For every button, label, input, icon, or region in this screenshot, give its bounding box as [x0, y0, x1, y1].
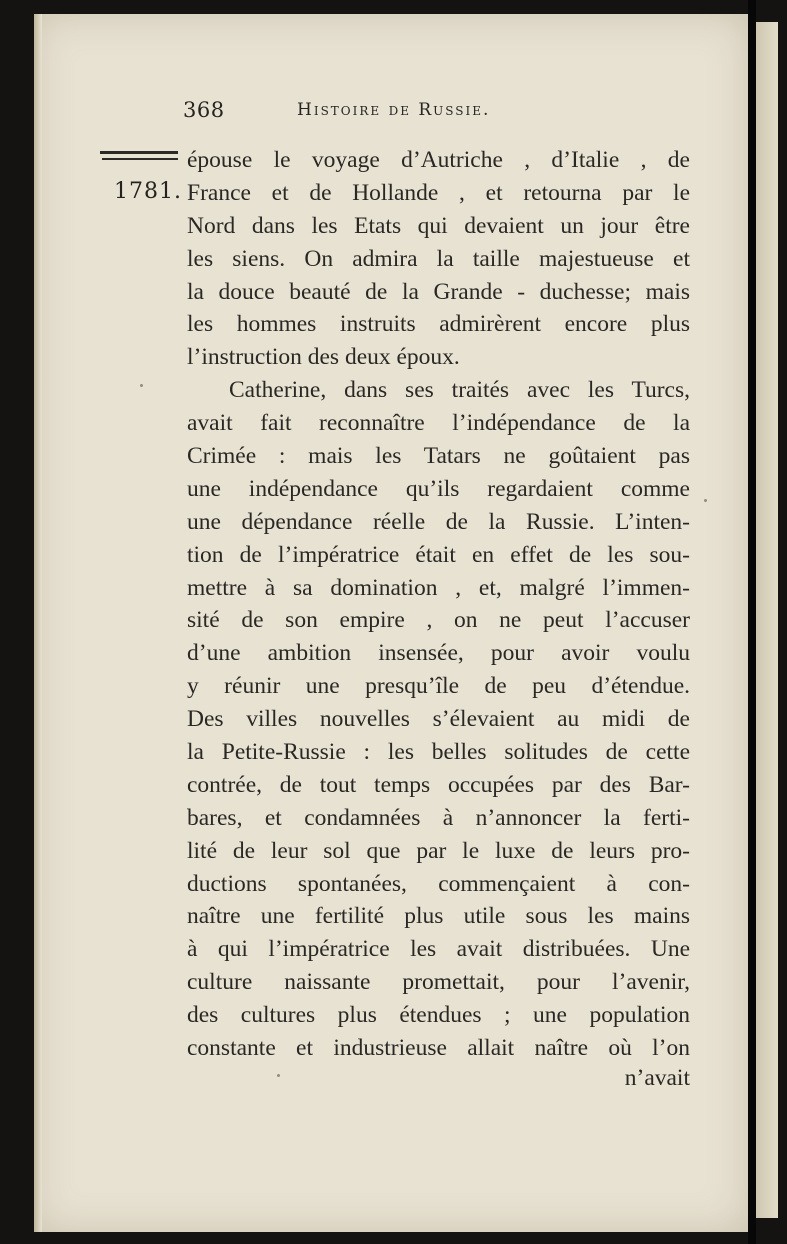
- text-line: France et de Hollande , et retourna par le: [187, 179, 690, 206]
- page-number: 368: [183, 98, 225, 122]
- body-text: [187, 144, 690, 1065]
- text-line: la Petite-Russie : les belles solitudes de cette: [187, 739, 690, 766]
- page-edge-shadow: [34, 14, 42, 1232]
- book-gutter: [748, 0, 756, 1244]
- text-line: d’une ambition insensée, pour avoir voulu: [187, 640, 690, 667]
- text-line: Des villes nouvelles s’élevaient au midi de: [187, 706, 690, 733]
- text-line: mettre à sa domination , et, malgré l’immen-: [187, 574, 690, 601]
- text-line: constante et industrieuse allait naître où l’on: [187, 1035, 690, 1062]
- paragraph-first-line: Catherine, dans ses traités avec les Turcs,: [229, 377, 690, 404]
- margin-rule: [102, 158, 178, 160]
- text-line: ductions spontanées, commençaient à con-: [187, 870, 690, 897]
- text-line: une indépendance qu’ils regardaient comme: [187, 475, 690, 502]
- running-title: Histoire de Russie.: [297, 100, 491, 120]
- text-line: épouse le voyage d’Autriche , d’Italie , de: [187, 147, 690, 173]
- text-line: les siens. On admira la taille majestueuse et: [187, 245, 690, 272]
- paragraph-end-line: l’instruction des deux époux.: [187, 344, 460, 371]
- text-line: bares, et condamnées à n’annoncer la ferti-: [187, 804, 690, 831]
- paper-speck: [704, 499, 707, 502]
- paper-speck: [277, 1074, 280, 1077]
- catchword: n’avait: [624, 1065, 690, 1091]
- facing-page-edge: [756, 22, 778, 1218]
- text-line: y réunir une presqu’île de peu d’étendue.: [187, 673, 690, 700]
- text-line: naître une fertilité plus utile sous les mains: [187, 903, 690, 930]
- text-line: Nord dans les Etats qui devaient un jour être: [187, 212, 690, 239]
- text-line: contrée, de tout temps occupées par des Bar-: [187, 771, 690, 798]
- margin-year-note: 1781.: [114, 179, 182, 204]
- text-line: les hommes instruits admirèrent encore plus: [187, 311, 690, 338]
- text-line: la douce beauté de la Grande - duchesse; mais: [187, 278, 690, 305]
- text-line: des cultures plus étendues ; une population: [187, 1002, 690, 1029]
- text-line: culture naissante promettait, pour l’avenir,: [187, 969, 690, 996]
- running-head: [183, 98, 575, 132]
- margin-rule: [100, 151, 178, 154]
- paper-speck: [140, 384, 143, 387]
- text-line: lité de leur sol que par le luxe de leurs pro-: [187, 837, 690, 864]
- text-line: avait fait reconnaître l’indépendance de la: [187, 410, 690, 437]
- text-line: tion de l’impératrice était en effet de les sou-: [187, 541, 690, 568]
- text-line: une dépendance réelle de la Russie. L’inten-: [187, 508, 690, 535]
- text-line: à qui l’impératrice les avait distribuées. Une: [187, 936, 690, 963]
- text-line: Crimée : mais les Tatars ne goûtaient pas: [187, 443, 690, 470]
- text-line: sité de son empire , on ne peut l’accuser: [187, 607, 690, 634]
